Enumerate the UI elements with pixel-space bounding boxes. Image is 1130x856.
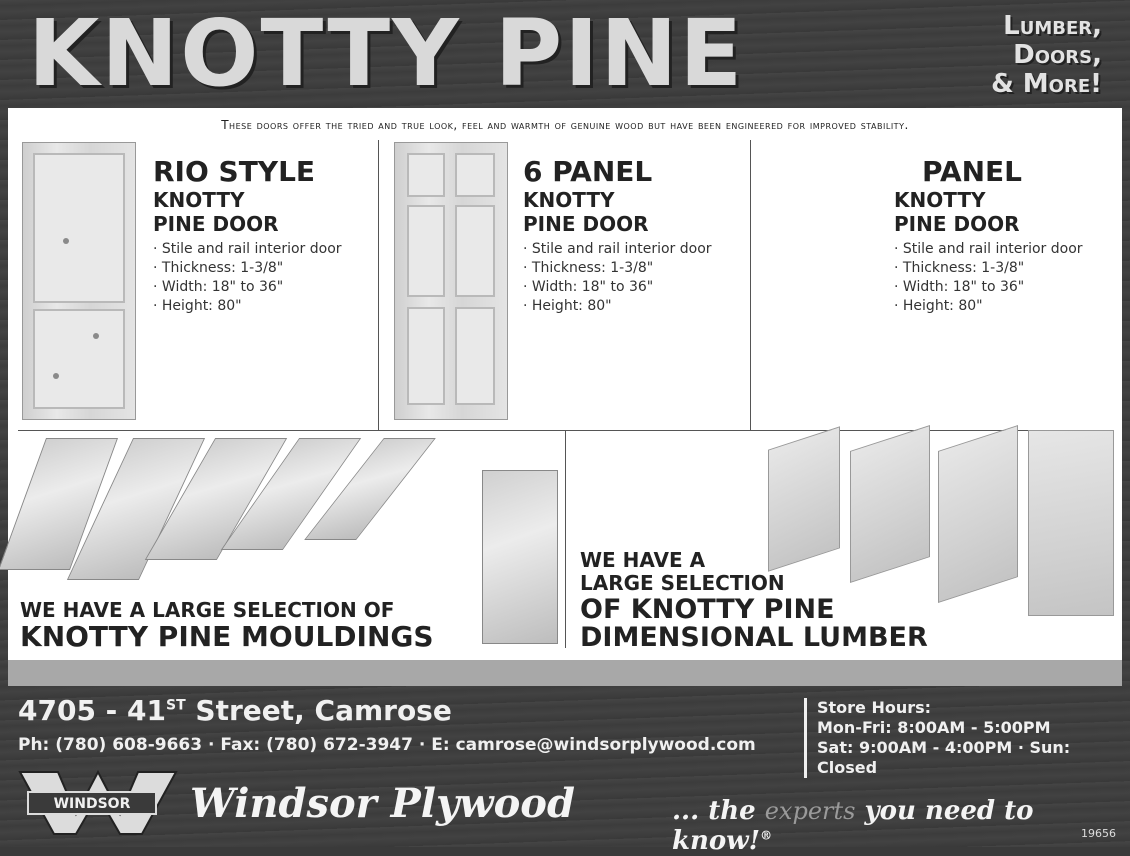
windsor-logo [18, 770, 178, 836]
column-divider [750, 140, 751, 430]
door-panel [33, 309, 125, 409]
spec-item: · Thickness: 1-3/8" [894, 259, 1083, 278]
slogan-experts: experts [764, 797, 856, 825]
door-subtitle: KNOTTY [894, 188, 986, 212]
door-panel [407, 153, 445, 197]
door-panel [407, 307, 445, 405]
spec-item: · Thickness: 1-3/8" [153, 259, 342, 278]
address-number: 4705 - 41 [18, 694, 167, 727]
ad-code: 19656 [1081, 827, 1116, 840]
brand-name: Windsor Plywood [190, 780, 575, 827]
lumber-line4: DIMENSIONAL LUMBER [580, 622, 928, 653]
spec-item: · Stile and rail interior door [523, 240, 712, 259]
door-panel [455, 307, 495, 405]
wood-knot [53, 373, 59, 379]
door-title: RIO STYLE [153, 155, 316, 188]
contact-line: Ph: (780) 608-9663 · Fax: (780) 672-3947 · E: camrose@windsorplywood.com [18, 735, 756, 755]
slogan-pre: ... the [672, 796, 765, 826]
rio-door-image [22, 142, 136, 420]
mouldings-line2: KNOTTY PINE MOULDINGS [20, 620, 434, 653]
door-subtitle: KNOTTY [153, 188, 245, 212]
column-divider [565, 430, 566, 648]
intro-text: These doors offer the tried and true look, feel and warmth of genuine wood but have been engineered for improved stability. [221, 118, 909, 132]
six-panel-door-image [394, 142, 508, 420]
spec-item: · Stile and rail interior door [894, 240, 1083, 259]
door-subtitle: PINE DOOR [153, 212, 279, 236]
wood-knot [63, 238, 69, 244]
hours-weekday: Mon-Fri: 8:00AM - 5:00PM [817, 718, 1051, 737]
spec-item: · Height: 80" [894, 297, 1083, 316]
door-subtitle: PINE DOOR [894, 212, 1020, 236]
door-specs [153, 240, 342, 316]
door-panel [407, 205, 445, 297]
door-title: PANEL [922, 155, 1023, 188]
lumber-board-image [938, 425, 1018, 603]
spec-item: · Width: 18" to 36" [894, 278, 1083, 297]
hours-weekend: Sat: 9:00AM - 4:00PM · Sun: Closed [817, 738, 1071, 777]
moulding-image [482, 470, 558, 644]
door-specs [523, 240, 712, 316]
address-superscript: ST [166, 697, 186, 714]
tagline-line: Lumber, [1003, 11, 1102, 41]
wood-knot [93, 333, 99, 339]
content-panel [8, 108, 1122, 660]
lumber-line1: WE HAVE A [580, 548, 706, 572]
door-subtitle: KNOTTY [523, 188, 615, 212]
hours-title: Store Hours: [817, 698, 932, 717]
door-title: 6 PANEL [523, 155, 653, 188]
spec-item: · Thickness: 1-3/8" [523, 259, 712, 278]
door-panel [455, 153, 495, 197]
tagline-line: & More! [991, 69, 1102, 99]
slogan [672, 796, 1130, 856]
registered-mark: ® [760, 828, 773, 843]
lumber-board-image [768, 426, 840, 571]
door-panel [33, 153, 125, 303]
lumber-board-image [1028, 430, 1114, 616]
spec-item: · Width: 18" to 36" [153, 278, 342, 297]
store-address [18, 694, 452, 727]
headline: KNOTTY PINE [28, 0, 745, 107]
logo-text: WINDSOR [53, 796, 131, 812]
door-specs [894, 240, 1083, 316]
mouldings-line1: WE HAVE A LARGE SELECTION OF [20, 598, 395, 622]
grey-divider-bar [8, 660, 1122, 686]
tagline-line: Doors, [1013, 40, 1102, 70]
lumber-line2: LARGE SELECTION [580, 571, 785, 595]
spec-item: · Height: 80" [523, 297, 712, 316]
lumber-line3: OF KNOTTY PINE [580, 594, 835, 625]
spec-item: · Width: 18" to 36" [523, 278, 712, 297]
column-divider [378, 140, 379, 430]
spec-item: · Height: 80" [153, 297, 342, 316]
lumber-board-image [850, 425, 930, 583]
spec-item: · Stile and rail interior door [153, 240, 342, 259]
door-panel [455, 205, 495, 297]
door-subtitle: PINE DOOR [523, 212, 649, 236]
tagline [991, 12, 1102, 99]
slogan-post: you need to know! [672, 796, 1034, 856]
address-street: Street, Camrose [185, 694, 452, 727]
store-hours [804, 698, 1130, 778]
